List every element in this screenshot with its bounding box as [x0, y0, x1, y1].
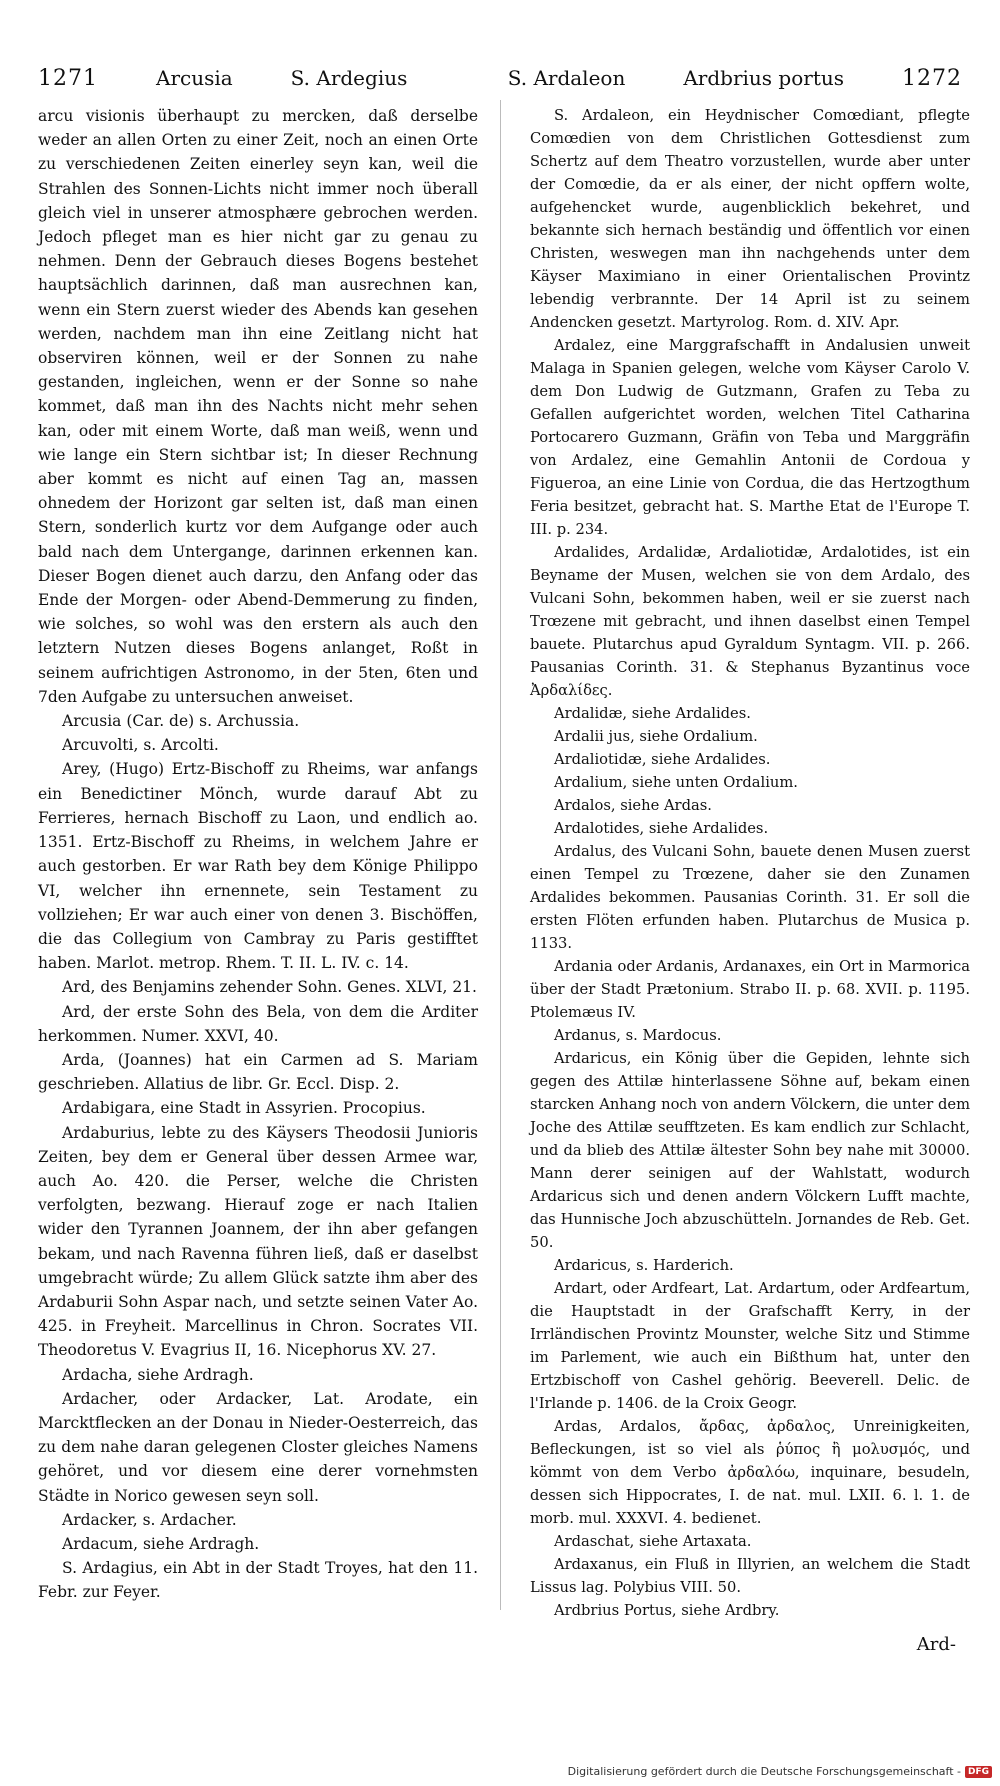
dictionary-entry: Ardacker, s. Ardacher.: [62, 1510, 237, 1529]
dictionary-entry: Ardaschat, siehe Artaxata.: [554, 1533, 752, 1550]
right-page-number: 1272: [902, 66, 962, 91]
dictionary-entry: Arcuvolti, s. Arcolti.: [62, 736, 219, 755]
dictionary-entry: Ardania oder Ardanis, Ardanaxes, ein Ort in Marmorica über der Stadt Prætonium. Strabo II. p. 68. XVII. p. 1195. Ptolemæus IV.: [530, 958, 970, 1021]
dictionary-entry: Ardaricus, ein König über die Gepiden, lehnte sich gegen des Attilæ hinterlassene Söhne auf, bekam einen starcken Anhang noch von andern Völckern, die unter dem Joche des Attilæ seufftzeten. Es kam endlich zur Schlacht, und da blieb des Attilæ ältester Sohn bey nahe mit 30000. Mann derer seinigen auf der Wahlstatt, wodurch Ardaricus sich und denen andern Völckern Lufft machte, das Hunnische Joch abzuschütteln. Jornandes de Reb. Get. 50.: [530, 1050, 970, 1251]
header-left: [38, 66, 407, 91]
left-headword-1: Arcusia: [156, 66, 233, 90]
right-column: [530, 104, 970, 1622]
dictionary-entry: Ardaxanus, ein Fluß in Illyrien, an welchem die Stadt Lissus lag. Polybius VIII. 50.: [530, 1556, 970, 1596]
left-headword-2: S. Ardegius: [290, 66, 408, 90]
digitization-footer: [568, 1765, 992, 1778]
dictionary-entry: Arey, (Hugo) Ertz-Bischoff zu Rheims, war anfangs ein Benedictiner Mönch, wurde darauf Abt zu Ferrieres, hernach Bischoff zu Laon, und endlich ao. 1351. Ertz-Bischoff zu Rheims, in welchem Jahre er auch gestorben. Er war Rath bey dem Könige Philippo VI, welcher ihn ernennete, sein Testament zu vollziehen; Er war auch einer von denen 3. Bischöffen, die das Collegium von Cambray zu Paris gestifftet haben. Marlot. metrop. Rhem. T. II. L. IV. c. 14.: [38, 760, 478, 973]
dictionary-entry: Ardacum, siehe Ardragh.: [62, 1534, 260, 1553]
dictionary-entry: Arda, (Joannes) hat ein Carmen ad S. Mariam geschrieben. Allatius de libr. Gr. Eccl. Disp. 2.: [38, 1050, 478, 1094]
left-column: [38, 104, 478, 1605]
dictionary-entry: Ardalii jus, siehe Ordalium.: [554, 728, 758, 745]
dictionary-entry: Ardanus, s. Mardocus.: [554, 1027, 722, 1044]
dictionary-entry: Ardabigara, eine Stadt in Assyrien. Procopius.: [62, 1099, 426, 1118]
catchword: Ard-: [916, 1634, 956, 1655]
dictionary-entry: S. Ardagius, ein Abt in der Stadt Troyes, hat den 11. Febr. zur Feyer.: [38, 1559, 478, 1602]
dictionary-entry: Ard, der erste Sohn des Bela, von dem die Arditer herkommen. Numer. XXVI, 40.: [38, 1002, 478, 1045]
dictionary-entry: Ardalium, siehe unten Ordalium.: [554, 774, 798, 791]
dictionary-entry: Ardalus, des Vulcani Sohn, bauete denen Musen zuerst einen Tempel zu Trœzene, daher sie den Zunamen Ardalides bekommen. Pausanias Corinth. 31. Er soll die ersten Flöten erfunden haben. Plutarchus de Musica p. 1133.: [530, 843, 970, 952]
column-divider: [500, 100, 501, 1610]
dictionary-entry: Ard, des Benjamins zehender Sohn. Genes. XLVI, 21.: [62, 978, 477, 997]
dictionary-entry: Ardbrius Portus, siehe Ardbry.: [554, 1602, 780, 1619]
dictionary-entry: Ardaricus, s. Harderich.: [554, 1257, 734, 1274]
dictionary-entry: Ardacha, siehe Ardragh.: [62, 1365, 254, 1384]
dictionary-entry: Ardalides, Ardalidæ, Ardaliotidæ, Ardalotides, ist ein Beyname der Musen, welchen sie von dem Ardalo, des Vulcani Sohn, bekommen haben, weil er sie zuerst nach Trœzene mit gebracht, und ihnen daselbst einen Tempel bauete. Plutarchus apud Gyraldum Syntagm. VII. p. 266. Pausanias Corinth. 31. & Stephanus Byzantinus voce Ἀρδαλίδες.: [530, 544, 970, 699]
dictionary-entry: S. Ardaleon, ein Heydnischer Comœdiant, pflegte Comœdien von dem Christlichen Gottesdienst zum Schertz auf dem Theatro vorzustellen, wurde aber unter der Comœdie, da er als einer, der nicht opffern wolte, aufgehencket wurde, augenblicklich bekehret, und bekannte sich hernach beständig und öffentlich vor einen Christen, weswegen man ihn nachgehends unter dem Käyser Maximiano in einer Orientalischen Provintz lebendig verbrannte. Der 14 April ist zu seinem Andencken gesetzt. Martyrolog. Rom. d. XIV. Apr.: [530, 107, 970, 331]
dictionary-entry: Ardaliotidæ, siehe Ardalides.: [554, 751, 771, 768]
right-headword-1: S. Ardaleon: [507, 66, 626, 90]
dictionary-entry: Ardaburius, lebte zu des Käysers Theodosii Junioris Zeiten, bey dem er General über dessen Armee war, auch Ao. 420. die Perser, welche die Christen verfolgten, bezwang. Hierauf zoge er nach Italien wider den Tyrannen Joannem, der ihn aber gefangen bekam, und nach Ravenna führen ließ, daß er daselbst umgebracht würde; Zu allem Glück satzte ihm aber des Ardaburii Sohn Aspar nach, und setzte seinen Vater Ao. 425. in Freyheit. Marcellinus in Chron. Socrates VII. Theodoretus V. Evagrius II, 16. Nicephorus XV. 27.: [38, 1123, 478, 1360]
dictionary-entry: Ardalidæ, siehe Ardalides.: [554, 705, 751, 722]
dictionary-entry: Ardas, Ardalos, ἄρδας, ἀρδαλος, Unreinigkeiten, Befleckungen, ist so viel als ῥύπος ἢ μολυσμός, und kömmt von dem Verbo ἀρδαλόω, inquinare, besudeln, dessen sich Hippocrates, I. de nat. mul. LXII. 6. l. 1. de morb. mul. XXXVI. 4. bedienet.: [530, 1418, 970, 1527]
dictionary-entry: arcu visionis überhaupt zu mercken, daß derselbe weder an allen Orten zu einer Zeit, noch an einen Orte zu verschiedenen Zeiten einerley seyn kan, weil die Strahlen des Sonnen-Lichts nicht immer noch überall gleich viel in unserer atmosphære gebrochen werden. Jedoch pfleget man es hier nicht gar zu genau zu nehmen. Denn der Gebrauch dieses Bogens bestehet hauptsächlich darinnen, daß man ausrechnen kan, wenn ein Stern zuerst wieder des Abends kan gesehen werden, nachdem man ihn eine Zeitlang nicht hat observiren können, weil er der Sonnen zu nahe gestanden, ingleichen, wenn er der Sonne so nahe kommet, daß man ihn des Nachts nicht mehr sehen kan, oder mit einem Worte, daß man weiß, wenn und wie lange ein Stern sichtbar ist; In dieser Rechnung aber kommt es nicht auf einen Tag an, massen ohnedem der Horizont gar selten ist, daß man einen Stern, sonderlich kurtz vor dem Aufgange oder auch bald nach dem Untergange, darinnen erkennen kan. Dieser Bogen dienet auch darzu, den Anfang oder das Ende der Morgen- oder Abend-Demmerung zu finden, wie solches, so wohl was den erstern als auch den letztern Nutzen dieses Bogens anlanget, Roßt in seinem aufrichtigen Astronomo, in der 5ten, 6ten und 7den Aufgabe zu untersuchen anweiset.: [38, 107, 478, 706]
header-right: [508, 66, 962, 91]
dfg-logo: DFG: [965, 1766, 992, 1778]
running-header: [38, 66, 962, 100]
dictionary-entry: Ardalez, eine Marggrafschafft in Andalusien unweit Malaga in Spanien gelegen, welche vom Käyser Carolo V. dem Don Ludwig de Gutzmann, Grafen zu Teba zu Gefallen aufgerichtet worden, welchen Titel Catharina Portocarero Guzmann, Gräfin von Teba und Marggräfin von Ardalez, eine Gemahlin Antonii de Cordoua y Figueroa, an eine Linie von Cordua, die das Hertzogthum Feria besitzet, gebracht hat. S. Marthe Etat de l'Europe T. III. p. 234.: [530, 337, 970, 538]
dictionary-entry: Ardart, oder Ardfeart, Lat. Ardartum, oder Ardfeartum, die Hauptstadt in der Grafschafft Kerry, in der Irrländischen Provintz Mounster, welche Sitz und Stimme im Parlement, wie auch ein Bißthum hat, unter den Ertzbischoff von Cashel gehörig. Beeverell. Delic. de l'Irlande p. 1406. de la Croix Geogr.: [530, 1280, 970, 1412]
dictionary-entry: Ardacher, oder Ardacker, Lat. Arodate, ein Marcktflecken an der Donau in Nieder-Oesterreich, das zu dem nahe daran gelegenen Closter gleiches Namens gehöret, und vor diesem eine derer vornehmsten Städte in Norico gewesen seyn soll.: [38, 1389, 478, 1505]
dictionary-entry: Ardalos, siehe Ardas.: [554, 797, 712, 814]
dictionary-entry: Arcusia (Car. de) s. Archussia.: [62, 712, 300, 731]
left-page-number: 1271: [38, 66, 98, 91]
dictionary-entry: Ardalotides, siehe Ardalides.: [554, 820, 769, 837]
footer-text: Digitalisierung gefördert durch die Deutsche Forschungsgemeinschaft -: [567, 1765, 961, 1778]
right-headword-2: Ardbrius portus: [683, 66, 844, 90]
